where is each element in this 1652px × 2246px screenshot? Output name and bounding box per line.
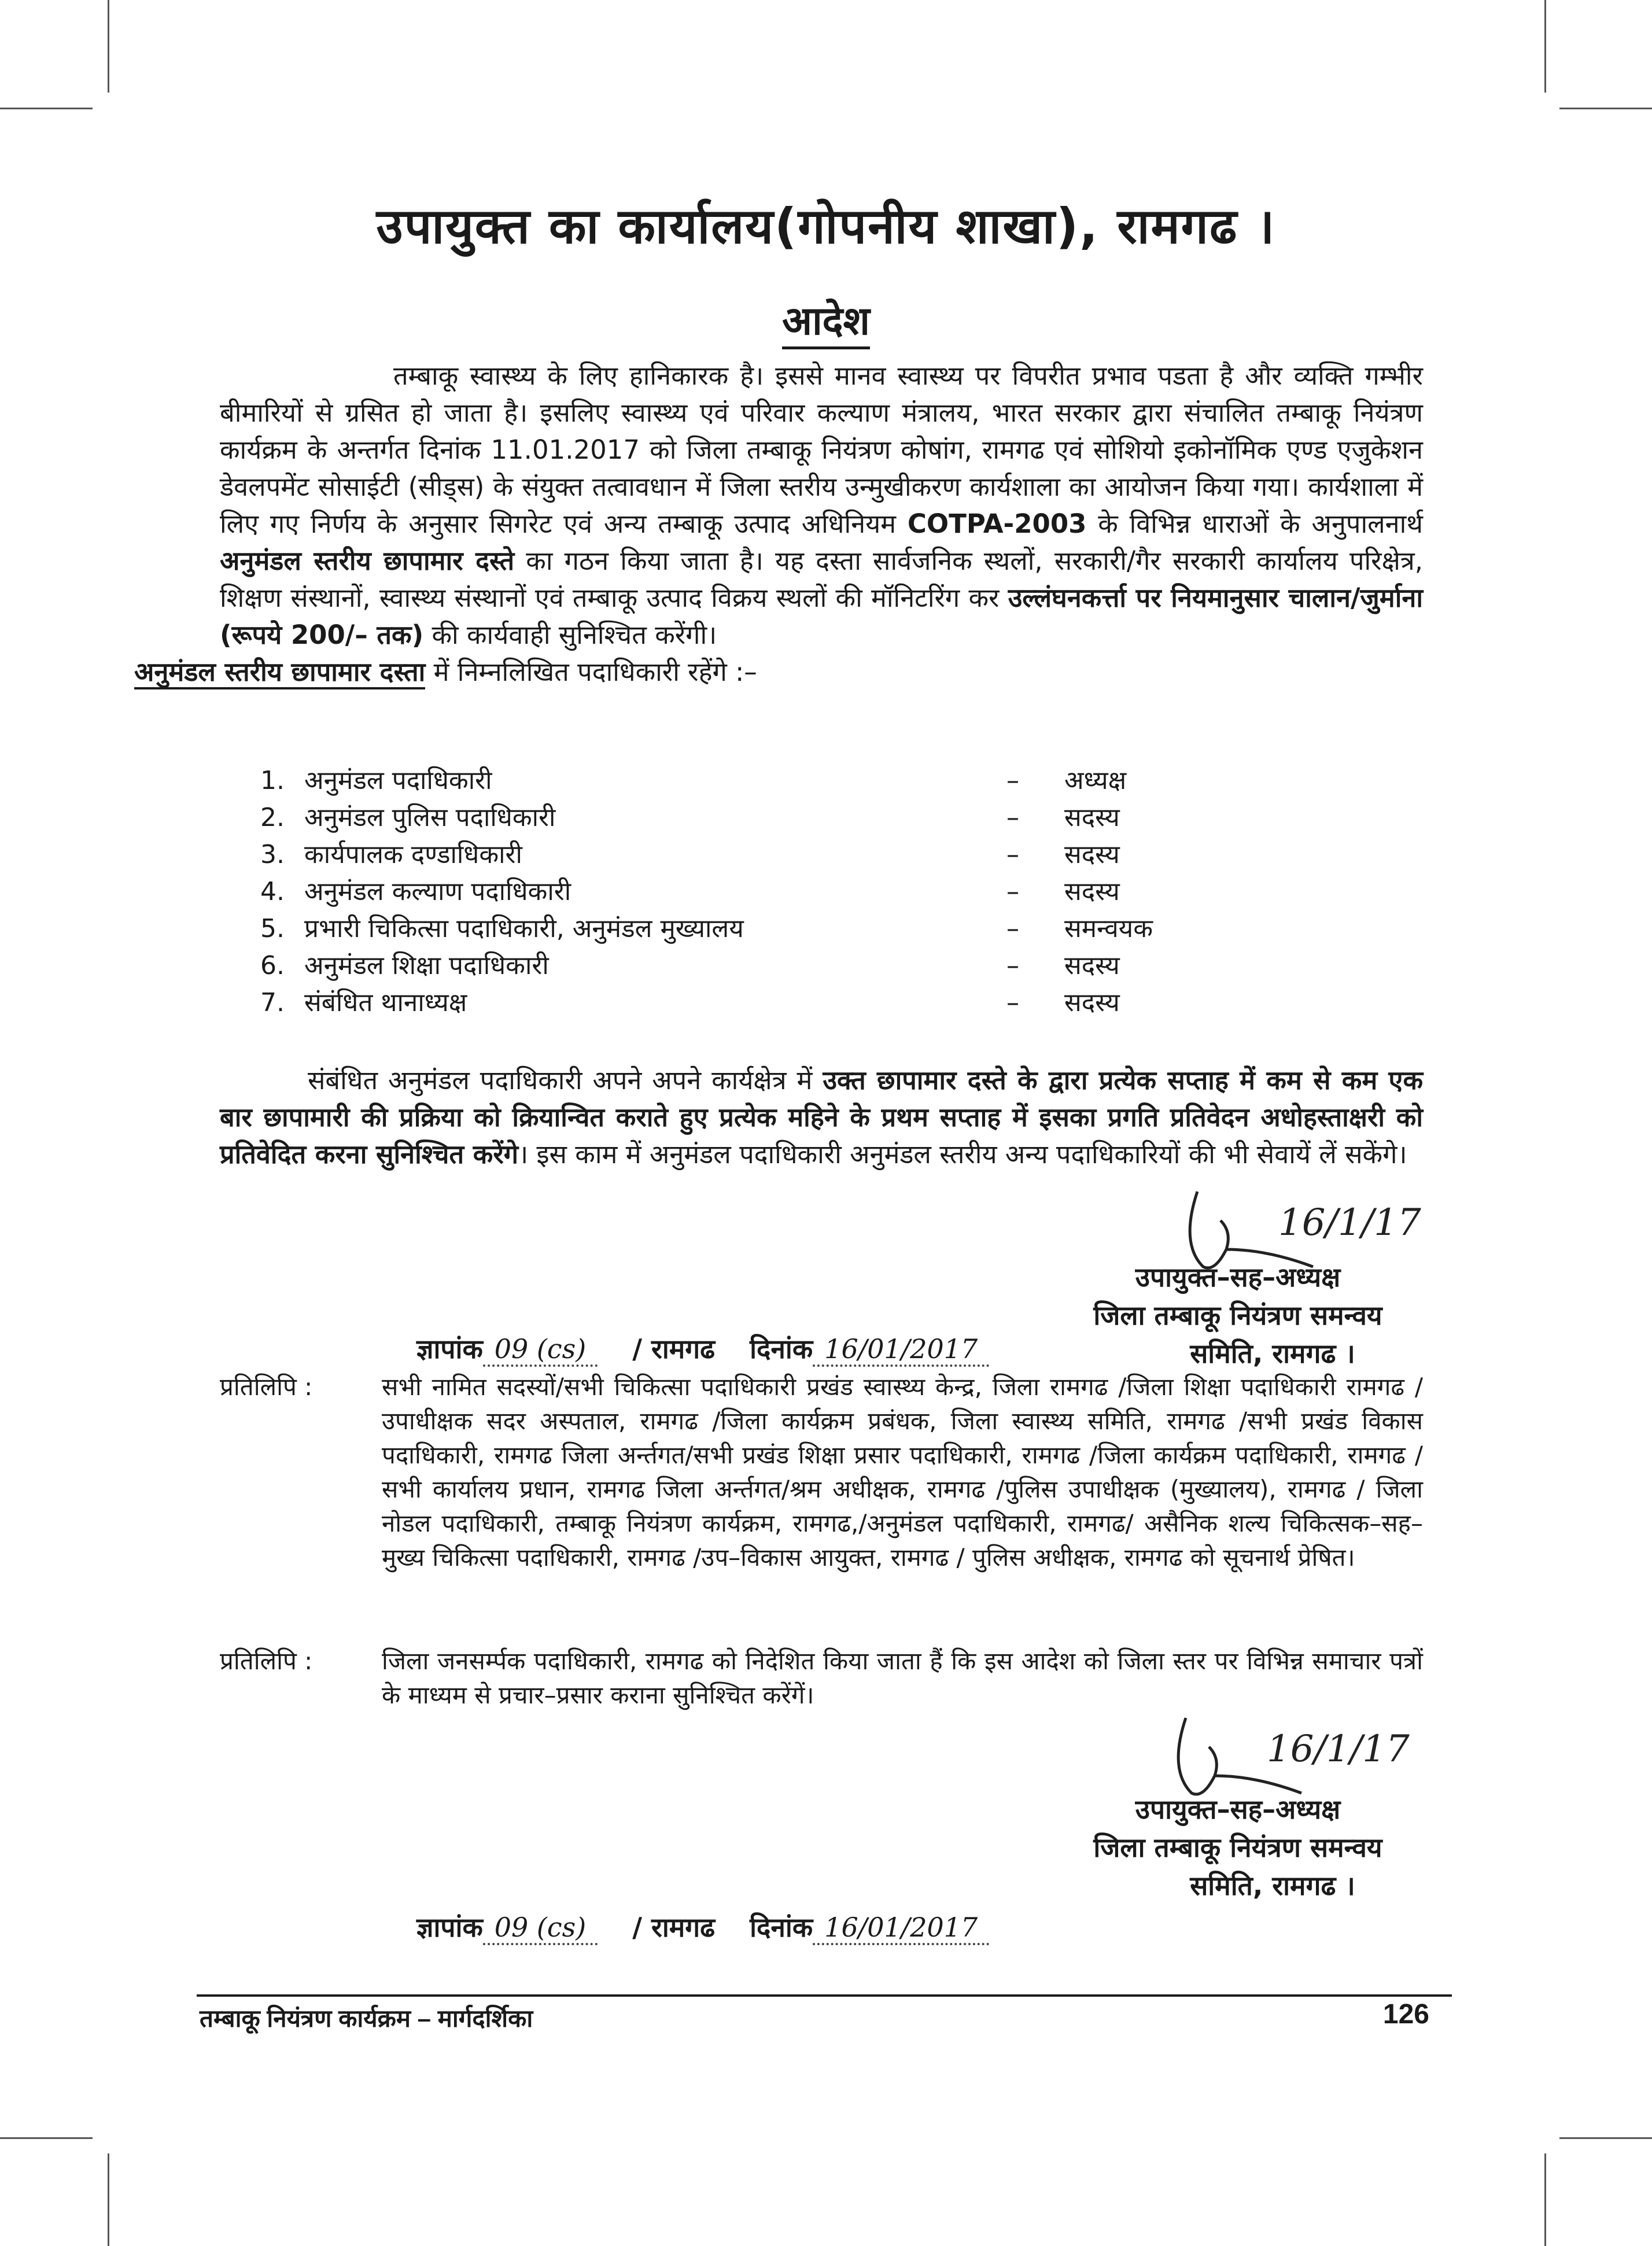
memo-place: / रामगढ — [632, 1912, 716, 1943]
crop-mark — [1544, 0, 1546, 93]
para2-text: । इस काम में अनुमंडल पदाधिकारी अनुमंडल स्तरीय अन्य पदाधिकारियों की भी सेवायें लें सकेंगे। — [518, 1139, 1407, 1170]
member-name: अनुमंडल शिक्षा पदाधिकारी — [304, 951, 549, 980]
member-row — [260, 984, 1244, 1021]
signature-title: उपायुक्त–सह–अध्यक्ष — [1135, 1262, 1341, 1293]
memo-place: / रामगढ — [632, 1333, 716, 1364]
memo-line — [416, 1330, 989, 1367]
member-role: सदस्य — [1064, 877, 1120, 906]
office-title: उपायुक्त का कार्यालय(गोपनीय शाखा), रामगढ । — [376, 198, 1276, 255]
crop-mark — [1559, 108, 1652, 109]
signature-block — [1064, 1258, 1411, 1373]
member-role: सदस्य — [1064, 951, 1120, 980]
fine-bold: उल्लंघनकर्त्ता पर नियमानुसार चालान/जुर्माना (रूपये 200/– तक) — [220, 582, 1424, 650]
member-dash: – — [1006, 951, 1019, 980]
member-number: 7. — [260, 988, 285, 1017]
squad-intro-text: में निम्नलिखित पदाधिकारी रहेंगे :– — [425, 657, 757, 687]
member-dash: – — [1006, 914, 1019, 943]
memo-date: 16/01/2017 — [813, 1912, 989, 1945]
cc-recipients: सभी नामित सदस्यों/सभी चिकित्सा पदाधिकारी प्रखंड स्वास्थ्य केन्द्र, जिला रामगढ /जिला शिक्षा पदाधिकारी रामगढ /उपाधीक्षक सदर अस्पताल, रामगढ /जिला कार्यक्रम प्रबंधक, जिला स्वास्थ्य समिति, रामगढ /सभी प्रखंड विकास पदाधिकारी, रामगढ जिला अर्न्तगत/सभी प्रखंड शिक्षा प्रसार पदाधिकारी, रामगढ /जिला कार्यक्रम पदाधिकारी, रामगढ / सभी कार्यालय प्रधान, रामगढ जिला अर्न्तगत/श्रम अधीक्षक, रामगढ /पुलिस उपाधीक्षक (मुख्यालय), रामगढ / जिला नोडल पदाधिकारी, तम्बाकू नियंत्रण कार्यक्रम, रामगढ,/अनुमंडल पदाधिकारी, रामगढ/ असैनिक शल्य चिकित्सक–सह–मुख्य चिकित्सा पदाधिकारी, रामगढ /उप–विकास आयुक्त, रामगढ / पुलिस अधीक्षक, रामगढ को सूचनार्थ प्रेषित। — [382, 1373, 1423, 1572]
para2-bold: उक्त छापामार दस्ते के द्वारा प्रत्येक सप्ताह में कम से कम एक बार छापामारी की प्रक्रिया को क्रियान्वित कराते हुए प्रत्येक महिने के प्रथम सप्ताह में इसका प्रगति प्रतिवेदन अधोहस्ताक्षरी को प्रतिवेदित करना सुनिश्चित करेंगे — [220, 1065, 1424, 1170]
cc-instruction: जिला जनसर्म्पक पदाधिकारी, रामगढ को निदेशित किया जाता हैं कि इस आदेश को जिला स्तर पर विभिन्न समाचार पत्रों के माध्यम से प्रचार–प्रसार कराना सुनिश्चित करेंगें। — [382, 1647, 1423, 1709]
crop-mark — [1544, 2153, 1546, 2246]
member-row — [260, 873, 1244, 910]
signature-title: उपायुक्त–सह–अध्यक्ष — [1135, 1794, 1341, 1825]
squad-name-bold: अनुमंडल स्तरीय छापामार दस्ते — [220, 545, 515, 576]
crop-mark — [108, 2153, 109, 2246]
signature-block — [1064, 1790, 1411, 1905]
member-dash: – — [1006, 877, 1019, 906]
member-dash: – — [1006, 803, 1019, 832]
signature-date: 16/1/17 — [1278, 1201, 1421, 1244]
member-number: 3. — [260, 840, 285, 869]
memo-number: 09 (cs) — [483, 1333, 598, 1367]
order-paragraph-2 — [220, 1062, 1423, 1173]
crop-mark — [108, 0, 109, 93]
member-dash: – — [1006, 988, 1019, 1017]
cotpa-act: COTPA-2003 — [907, 508, 1087, 539]
memo-date-label: दिनांक — [750, 1912, 813, 1943]
order-heading-text: आदेश — [782, 298, 870, 349]
member-number: 2. — [260, 803, 285, 832]
member-role: अध्यक्ष — [1064, 766, 1127, 795]
member-list — [260, 762, 1244, 1021]
signature-committee: जिला तम्बाकू नियंत्रण समन्वय — [1093, 1300, 1382, 1331]
para1-text: तम्बाकू स्वास्थ्य के लिए हानिकारक है। इससे मानव स्वास्थ्य पर विपरीत प्रभाव पडता है और व्यक्ति गम्भीर बीमारियों से ग्रसित हो जाता है। इसलिए स्वास्थ्य एवं परिवार कल्याण मंत्रालय, भारत सरकार द्वारा संचालित तम्बाकू नियंत्रण कार्यक्रम के अन्तर्गत दिनांक 11.01.2017 को जिला तम्बाकू नियंत्रण कोषांग, रामगढ एवं सोशियो इकोनॉमिक एण्ड एजुकेशन डेवलपमेंट सोसाईटी (सीड्स) के संयुक्त तत्वावधान में जिला स्तरीय उन्मुखीकरण कार्यशाला का आयोजन किया गया। कार्यशाला में लिए गए निर्णय के अनुसार सिगरेट एवं अन्य तम्बाकू उत्पाद अधिनियम — [220, 360, 1423, 539]
member-name: अनुमंडल पदाधिकारी — [304, 766, 492, 795]
footer-rule — [197, 1994, 1452, 1997]
order-paragraph-1 — [134, 357, 1424, 691]
member-row — [260, 762, 1244, 799]
signature-committee: जिला तम्बाकू नियंत्रण समन्वय — [1093, 1832, 1382, 1863]
squad-heading: अनुमंडल स्तरीय छापामार दस्ता — [134, 657, 425, 689]
member-dash: – — [1006, 840, 1019, 869]
crop-mark — [1559, 2137, 1652, 2139]
cc-label: प्रतिलिपि : — [220, 1647, 313, 1675]
para1-text: की कार्यवाही सुनिश्चित करेंगी। — [423, 619, 717, 650]
member-name: अनुमंडल कल्याण पदाधिकारी — [304, 877, 571, 906]
cc-label: प्रतिलिपि : — [220, 1373, 313, 1401]
memo-date-label: दिनांक — [750, 1333, 813, 1364]
memo-date: 16/01/2017 — [813, 1333, 989, 1367]
member-name: अनुमंडल पुलिस पदाधिकारी — [304, 803, 556, 832]
order-heading — [0, 292, 1652, 346]
member-row — [260, 836, 1244, 873]
memo-label: ज्ञापांक — [416, 1333, 483, 1364]
member-role: समन्वयक — [1064, 914, 1153, 943]
member-number: 4. — [260, 877, 285, 906]
member-role: सदस्य — [1064, 988, 1120, 1017]
page-number: 126 — [1382, 1999, 1429, 2030]
para2-text: संबंधित अनुमंडल पदाधिकारी अपने अपने कार्यक्षेत्र में — [308, 1065, 823, 1096]
para1-text: के विभिन्न धाराओं के अनुपालनार्थ — [1086, 508, 1423, 539]
member-row — [260, 910, 1244, 947]
signature-place: समिति, रामगढ । — [1190, 1870, 1355, 1901]
crop-mark — [0, 2137, 93, 2139]
footer-title: तम्बाकू नियंत्रण कार्यक्रम – मार्गदर्शिका — [200, 2005, 533, 2032]
signature-place: समिति, रामगढ । — [1190, 1338, 1355, 1369]
squad-intro — [46, 654, 757, 691]
member-name: प्रभारी चिकित्सा पदाधिकारी, अनुमंडल मुख्यालय — [304, 914, 744, 943]
member-name: कार्यपालक दण्डाधिकारी — [304, 840, 522, 869]
para1-text: का गठन किया जाता है। यह दस्ता सार्वजनिक स्थलों, सरकारी/गैर सरकारी कार्यालय परिक्षेत्र, शिक्षण संस्थानों, स्वास्थ्य संस्थानों एवं तम्बाकू उत्पाद विक्रय स्थलों की मॉनिटरिंग कर — [220, 545, 1423, 613]
member-row — [260, 799, 1244, 836]
member-dash: – — [1006, 766, 1019, 795]
member-row — [260, 947, 1244, 984]
member-role: सदस्य — [1064, 803, 1120, 832]
memo-label: ज्ञापांक — [416, 1912, 483, 1943]
crop-mark — [0, 108, 93, 109]
member-role: सदस्य — [1064, 840, 1120, 869]
memo-line — [416, 1909, 989, 1945]
member-number: 6. — [260, 951, 285, 980]
member-number: 5. — [260, 914, 285, 943]
signature-date: 16/1/17 — [1267, 1728, 1410, 1771]
member-number: 1. — [260, 766, 285, 795]
member-name: संबंधित थानाध्यक्ष — [304, 988, 467, 1017]
memo-number: 09 (cs) — [483, 1912, 598, 1945]
